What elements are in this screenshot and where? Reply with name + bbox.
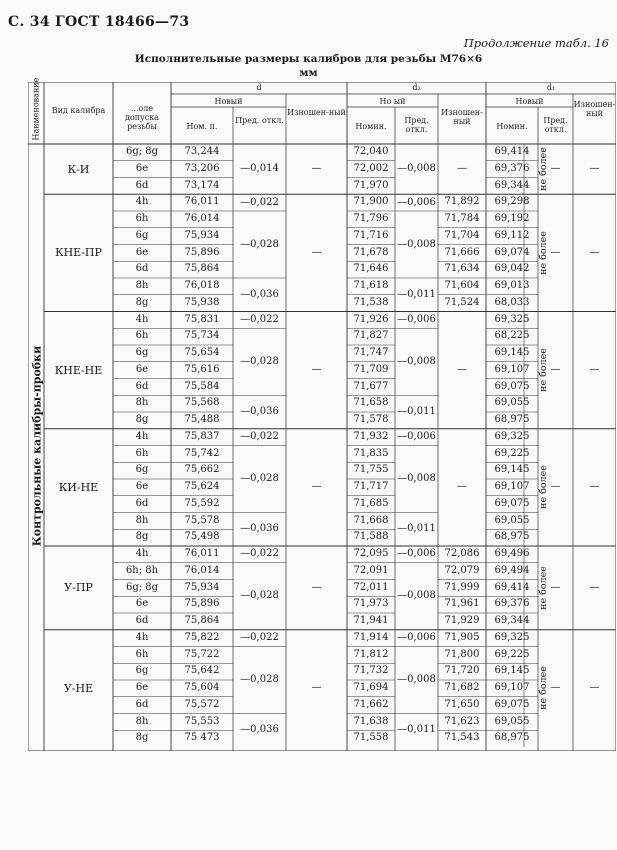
d1-limit-note: не более [537,348,549,392]
tolerance-field: 8g [135,732,149,744]
d2-nominal: 71,926 [353,313,389,325]
d-nominal: 75,831 [184,313,220,325]
d1-nominal: 69,225 [494,447,530,459]
d-deviation: —0,022 [240,313,279,325]
d2-worn: 71,905 [444,631,480,643]
tolerance-field: 6e [135,162,149,174]
d-deviation: —0,036 [240,406,279,417]
tolerance-field: 6g [135,229,149,241]
tolerance-field: 6e [135,481,149,492]
gauge-kind: КНЕ-НЕ [54,363,103,377]
d2-nominal: 71,588 [353,531,389,543]
page-header: С. 34 ГОСТ 18466—73 [8,14,190,30]
d1-nominal: 68,975 [494,531,530,543]
d1-nominal: 68,033 [494,296,530,308]
d-nominal: 76,014 [184,213,220,224]
gauge-kind: У-НЕ [63,681,94,695]
d-deviation: —0,028 [240,238,279,250]
d1-nominal: 69,145 [494,464,530,476]
header-new: Но ый [379,97,406,106]
d-deviation: —0,022 [240,196,279,208]
d2-nominal: 71,618 [353,280,389,291]
d1-nominal: 69,107 [494,481,530,492]
table-title [0,52,617,80]
d2-nominal: 72,011 [353,581,389,593]
d-nominal: 75 473 [184,732,220,744]
d-deviation: —0,028 [240,590,279,602]
d1-worn: — [589,581,600,593]
header-nominal: Номин. [496,122,528,131]
d2-deviation: —0,011 [397,406,436,417]
d-deviation: —0,022 [240,632,279,644]
d2-nominal: 71,578 [353,414,389,425]
tolerance-field: 6h [135,648,149,660]
d-deviation: —0,028 [240,674,279,685]
d1-nominal: 69,325 [494,631,530,643]
d2-nominal: 71,827 [353,330,389,342]
d-nominal: 75,734 [184,330,220,342]
header-name: Наименование [31,77,41,141]
d2-nominal: 71,668 [353,514,389,526]
d2-nominal: 71,932 [353,430,389,442]
d1-nominal: 69,414 [494,581,530,593]
d2-nominal: 71,716 [353,229,389,241]
d1-limit-note: не более [537,231,549,275]
d2-worn: 71,623 [444,715,480,727]
d2-nominal: 71,694 [353,682,389,693]
gauge-kind: У-ПР [64,581,93,595]
d-nominal: 75,896 [184,246,220,258]
d1-worn: — [589,163,600,175]
tolerance-field: 8g [135,296,149,308]
d-nominal: 76,011 [184,548,220,559]
tolerance-field: 6g [135,665,149,677]
d2-nominal: 71,538 [353,296,389,308]
d2-worn: 71,543 [444,732,480,744]
d1-nominal: 69,325 [494,430,530,442]
d2-nominal: 72,002 [353,162,389,174]
d1-nominal: 69,192 [494,213,530,224]
d2-nominal: 71,662 [353,698,389,710]
d2-worn: 71,999 [444,581,480,593]
d1-nominal: 69,074 [494,246,530,258]
d2-nominal: 71,558 [353,732,389,744]
d1-nominal: 68,225 [494,330,530,342]
d-deviation: —0,036 [240,724,279,736]
gauge-table [28,77,616,751]
d-nominal: 75,934 [184,229,220,241]
tolerance-field: 8h [135,280,149,291]
tolerance-field: 6d [135,698,149,710]
d2-worn: 71,666 [444,246,480,258]
header-nominal: Номин. [355,122,387,131]
d1-deviation: — [550,364,561,376]
d1-worn: — [589,481,600,493]
d2-deviation: —0,006 [397,632,436,644]
d2-deviation: —0,006 [397,313,436,325]
d2-nominal: 71,678 [353,246,389,258]
tolerance-field: 4h [135,430,149,442]
d-deviation: —0,036 [240,523,279,535]
d2-nominal: 71,941 [353,615,389,626]
tolerance-field: 6h [135,447,149,459]
d-worn: — [311,364,322,376]
d1-limit-note: не более [537,147,549,191]
tolerance-field: 6d [135,263,149,275]
d2-deviation: —0,008 [397,473,436,484]
d2-nominal: 71,646 [353,263,389,275]
d-nominal: 75,837 [184,430,220,442]
d1-nominal: 69,376 [494,598,530,610]
d1-limit-note: не более [537,566,549,610]
d-nominal: 75,822 [184,631,220,643]
tolerance-field: 4h [135,196,149,208]
d1-nominal: 69,055 [494,397,530,409]
d2-deviation: —0,008 [397,590,436,602]
d1-deviation: — [550,246,561,258]
tolerance-field: 4h [135,313,149,325]
d1-nominal: 69,042 [494,263,530,275]
d1-nominal: 69,298 [494,196,530,208]
tolerance-field: 6e [135,682,149,693]
header-d: d [256,83,262,92]
table-title-line: Исполнительные размеры калибров для резьбы М76×6 [134,53,483,65]
d-worn: — [311,163,322,175]
d-nominal: 75,662 [184,464,220,476]
d2-worn: 71,524 [444,296,480,308]
d-deviation: —0,036 [240,288,279,300]
d2-worn: 71,929 [444,615,480,626]
header-deviation: Пред. откл. [235,116,284,125]
d1-nominal: 69,075 [494,380,530,392]
d1-nominal: 69,107 [494,682,530,693]
header-nominal: Ном. п. [186,122,218,131]
d1-nominal: 69,344 [494,179,530,191]
d1-nominal: 69,112 [494,229,530,241]
d-nominal: 73,244 [184,146,220,157]
d2-nominal: 71,677 [353,380,389,392]
d1-nominal: 69,055 [494,514,530,526]
d2-worn: 72,086 [444,548,480,559]
d1-nominal: 69,325 [494,313,530,325]
d2-nominal: 71,973 [353,598,389,610]
d1-limit-note: не более [537,465,549,510]
d1-limit-note: не более [537,666,549,711]
tolerance-field: 8h [135,715,149,727]
d-nominal: 75,572 [184,698,220,710]
d-nominal: 75,488 [184,414,220,425]
tolerance-field: 6h [135,213,149,224]
d2-nominal: 71,717 [353,481,389,492]
d-nominal: 75,864 [184,263,220,275]
d2-nominal: 71,812 [353,648,389,660]
d-nominal: 75,592 [184,497,220,509]
d2-deviation: —0,008 [397,163,436,175]
d-worn: — [311,682,322,694]
d1-nominal: 69,013 [494,280,530,291]
d1-nominal: 69,075 [494,497,530,509]
header-d1: d₁ [546,83,556,92]
d2-nominal: 72,095 [353,548,389,559]
d1-nominal: 68,975 [494,732,530,744]
d2-worn: — [457,163,467,175]
d-nominal: 75,578 [184,514,220,526]
d2-nominal: 71,732 [353,665,389,677]
tolerance-field: 6d [135,380,149,392]
tolerance-field: 6g; 8g [125,581,159,593]
tolerance-field: 6h; 8h [125,564,159,576]
d2-worn: 71,704 [444,229,480,241]
d-nominal: 73,206 [184,162,220,174]
d-nominal: 76,011 [184,196,220,208]
header-worn: Изношен-ный [441,108,483,126]
d2-deviation: —0,008 [397,674,436,685]
tolerance-field: 6d [135,497,149,509]
tolerance-field: 8h [135,514,149,526]
tolerance-field: 8g [135,414,149,425]
d1-deviation: — [550,163,561,175]
d1-nominal: 69,145 [494,347,530,358]
tolerance-field: 6g [135,347,149,358]
d1-nominal: 69,225 [494,648,530,660]
d2-nominal: 71,755 [353,464,389,476]
header-new: Новый [214,97,243,106]
d1-nominal: 69,496 [494,548,530,559]
d1-nominal: 69,494 [494,564,530,576]
d-deviation: —0,028 [240,355,279,367]
d-deviation: —0,028 [240,473,279,484]
d-nominal: 75,654 [184,347,220,358]
d1-nominal: 69,376 [494,162,530,174]
header-d2: d₂ [412,83,421,92]
d-nominal: 75,934 [184,581,220,593]
tolerance-field: 6e [135,598,149,610]
d2-nominal: 71,900 [353,196,389,208]
continuation-label: Продолжение табл. 16 [463,36,609,50]
d-nominal: 76,014 [184,564,220,576]
d1-deviation: — [550,581,561,593]
header-kind: Вид калибра [51,106,106,115]
d-nominal: 75,568 [184,397,220,409]
d-worn: — [311,581,322,593]
d2-worn: — [457,364,467,376]
d2-nominal: 71,835 [353,447,389,459]
d-nominal: 75,896 [184,598,220,610]
d1-deviation: — [550,481,561,493]
d1-nominal: 69,075 [494,698,530,710]
d-nominal: 75,742 [184,447,220,459]
d-nominal: 76,018 [184,280,220,291]
d1-nominal: 69,055 [494,715,530,727]
d-worn: — [311,246,322,258]
d2-worn: 71,682 [444,682,480,693]
d2-worn: 71,892 [444,196,480,208]
d-nominal: 75,498 [184,531,220,543]
d2-worn: 71,650 [444,698,480,710]
d2-deviation: —0,006 [397,548,436,560]
header-deviation: Пред. откл. [404,116,429,134]
gauge-kind: К-И [67,162,90,176]
d2-nominal: 71,747 [353,347,389,358]
d-deviation: —0,022 [240,548,279,560]
d-deviation: —0,022 [240,431,279,443]
d1-worn: — [589,682,600,694]
row-name: Контрольные калибры-пробки [29,345,43,546]
table-units: мм [299,67,318,79]
d2-nominal: 72,091 [353,564,389,576]
header-worn: Изношен-ный [287,108,346,117]
d2-nominal: 71,638 [353,715,389,727]
tolerance-field: 4h [135,631,149,643]
d-nominal: 75,864 [184,615,220,626]
d-nominal: 75,584 [184,380,220,392]
d1-nominal: 69,107 [494,363,530,375]
gauge-kind: КИ-НЕ [58,480,99,494]
d-nominal: 75,938 [184,296,220,308]
d-nominal: 75,604 [184,682,220,693]
d-nominal: 75,624 [184,481,220,492]
tolerance-field: 6h [135,330,149,342]
gauge-kind: КНЕ-ПР [55,246,102,260]
tolerance-field: 6d [135,179,149,191]
d2-nominal: 71,970 [353,179,389,191]
d-nominal: 73,174 [184,179,220,191]
d2-worn: 71,720 [444,665,480,677]
header-worn: Изношен-ный [573,100,616,118]
d2-worn: 71,634 [444,263,480,275]
d2-worn: 71,604 [444,280,480,291]
d2-worn: 72,079 [444,564,480,576]
d1-worn: — [589,246,600,258]
d2-deviation: —0,008 [397,355,436,367]
d2-nominal: 71,658 [353,397,389,409]
d2-nominal: 71,709 [353,363,389,375]
d2-worn: 71,961 [444,598,480,610]
d2-deviation: —0,006 [397,196,436,208]
tolerance-field: 8g [135,531,149,543]
d2-nominal: 71,685 [353,497,389,509]
d1-nominal: 68,975 [494,414,530,425]
d-nominal: 75,722 [184,648,220,660]
d2-deviation: —0,008 [397,238,436,250]
tolerance-field: 6d [135,615,149,626]
d-worn: — [311,481,322,493]
d2-worn: 71,784 [444,213,480,224]
tolerance-field: 6e [135,363,149,375]
tolerance-field: 6g [135,464,149,476]
header-deviation: Пред. откл. [543,116,568,134]
header-tolerance: ...оле допуска резьбы [124,104,160,131]
tolerance-field: 6g; 8g [125,146,159,157]
d-nominal: 75,553 [184,715,220,727]
d2-worn: — [457,481,467,493]
tolerance-field: 4h [135,548,149,559]
d1-worn: — [589,364,600,376]
d-nominal: 75,616 [184,363,220,375]
header-new: Новый [515,97,544,106]
d-deviation: —0,014 [240,163,279,175]
d1-deviation: — [550,682,561,694]
d2-nominal: 71,796 [353,213,389,224]
d2-deviation: —0,011 [397,724,436,736]
d1-nominal: 69,145 [494,665,530,677]
d1-nominal: 69,414 [494,146,530,157]
d-nominal: 75,642 [184,665,220,677]
d2-nominal: 72,040 [353,146,389,157]
d2-nominal: 71,914 [353,631,389,643]
d1-nominal: 69,344 [494,615,530,626]
tolerance-field: 8h [135,397,149,409]
d2-worn: 71,800 [444,648,480,660]
d2-deviation: —0,011 [397,288,436,300]
d2-deviation: —0,011 [397,523,436,535]
d2-deviation: —0,006 [397,431,436,443]
tolerance-field: 6e [135,246,149,258]
